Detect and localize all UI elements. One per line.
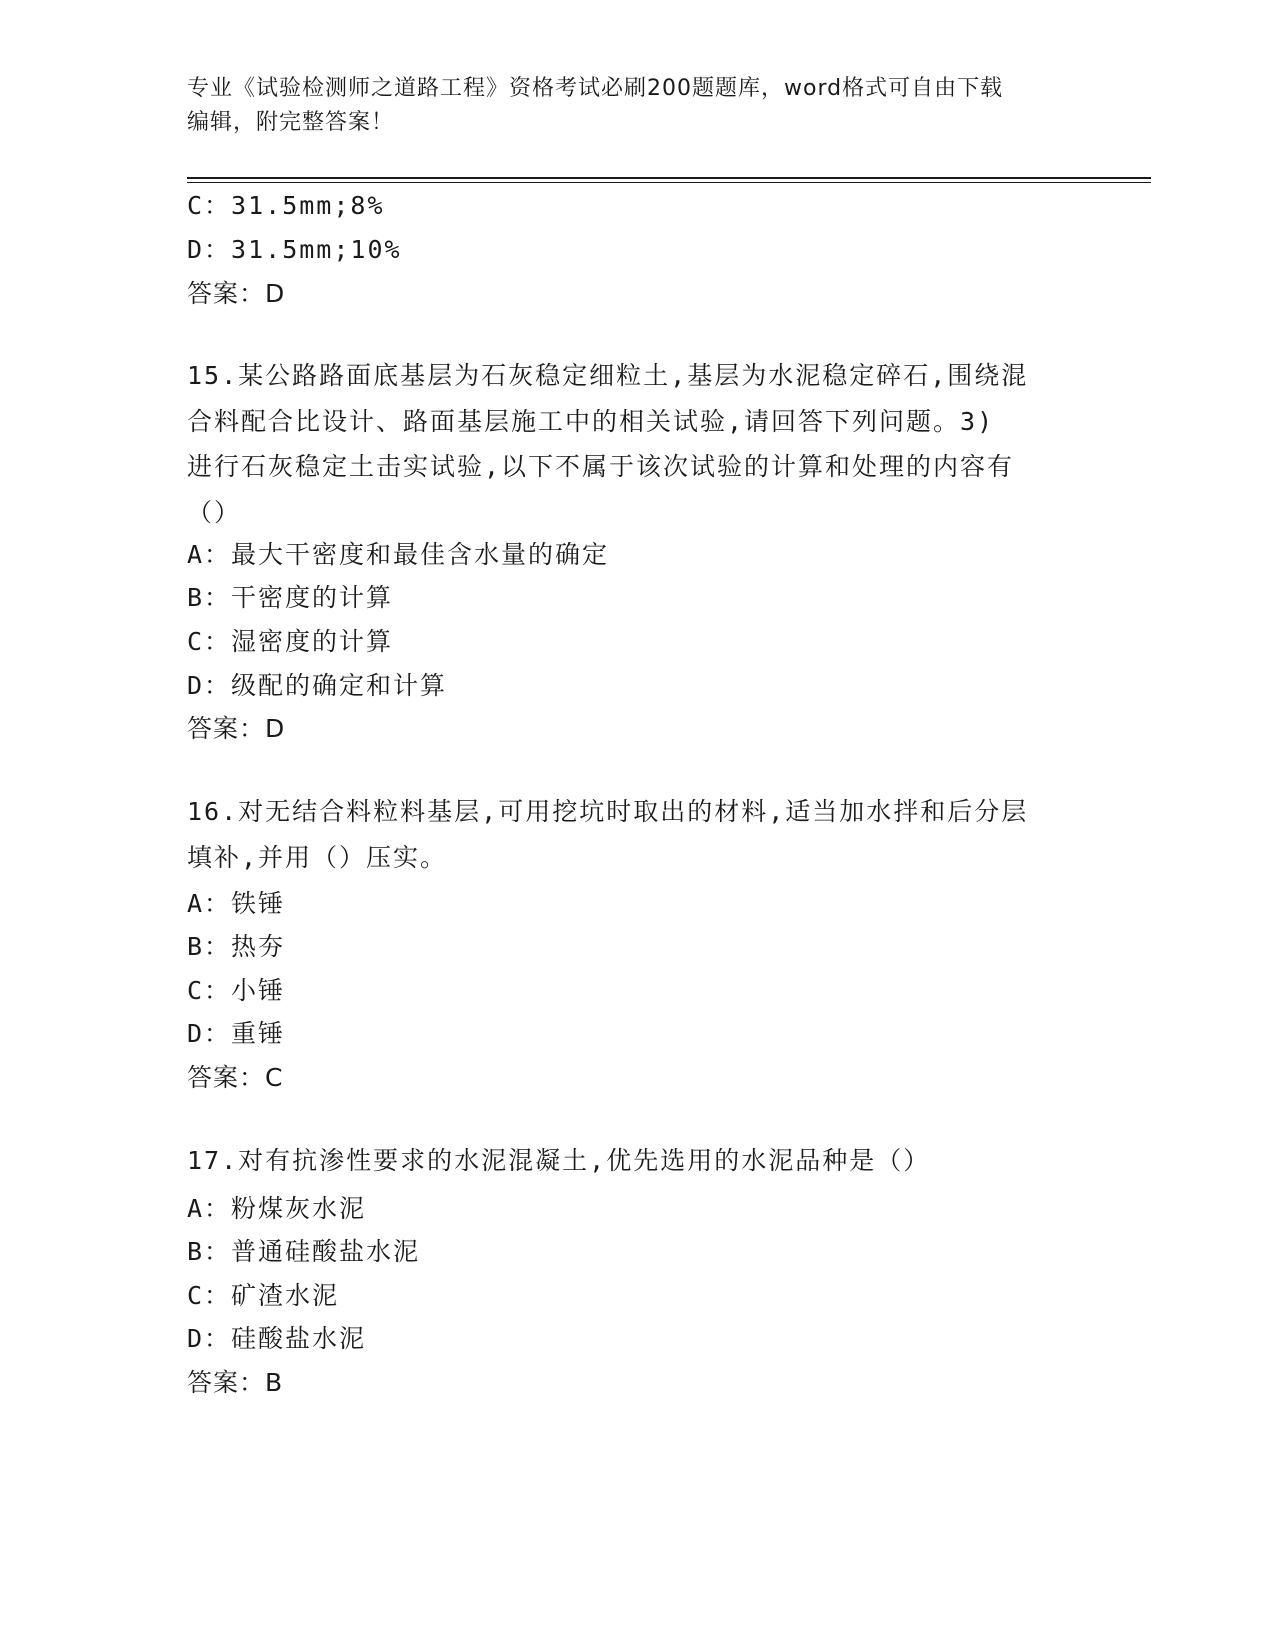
option-d: D：硅酸盐水泥 <box>187 1324 367 1353</box>
answer-line: 答案：B <box>187 1368 284 1397</box>
stem-line: 16.对无结合料粒料基层,可用挖坑时取出的材料,适当加水拌和后分层 <box>187 797 1029 826</box>
header-divider-thin <box>187 182 1151 183</box>
stem-line: 15.某公路路面底基层为石灰稳定细粒土,基层为水泥稳定碎石,围绕混 <box>187 361 1029 390</box>
option-a: A：粉煤灰水泥 <box>187 1194 367 1223</box>
option-c: C：小锤 <box>187 976 286 1005</box>
stem-line: 17.对有抗渗性要求的水泥混凝土,优先选用的水泥品种是（） <box>187 1146 931 1175</box>
option-a: A：铁锤 <box>187 889 286 918</box>
option-d: D：31.5mm;10% <box>187 235 402 264</box>
option-c: C：矿渣水泥 <box>187 1281 340 1310</box>
header-divider-thick <box>187 177 1151 179</box>
question-17-stem <box>187 1138 1087 1184</box>
answer-line: 答案：D <box>187 279 286 308</box>
answer-line: 答案：D <box>187 714 286 743</box>
option-b: B：热夯 <box>187 932 286 961</box>
stem-line: 填补,并用（）压实。 <box>187 842 448 872</box>
stem-line: 合料配合比设计、路面基层施工中的相关试验,请回答下列问题。3) <box>187 406 995 436</box>
option-c: C：湿密度的计算 <box>187 627 394 656</box>
question-16-stem <box>187 789 1087 880</box>
option-d: D：级配的确定和计算 <box>187 671 448 700</box>
question-15-stem <box>187 353 1087 535</box>
answer-line: 答案：C <box>187 1063 284 1092</box>
option-c: C：31.5mm;8% <box>187 191 385 220</box>
header-line-2: 编辑，附完整答案！ <box>187 110 395 135</box>
option-b: B：普通硅酸盐水泥 <box>187 1237 421 1266</box>
stem-line: 进行石灰稳定土击实试验,以下不属于该次试验的计算和处理的内容有 <box>187 452 1015 481</box>
stem-line: （） <box>187 497 242 527</box>
option-a: A：最大干密度和最佳含水量的确定 <box>187 540 610 569</box>
option-d: D：重锤 <box>187 1019 286 1048</box>
document-header <box>187 72 1067 140</box>
option-b: B：干密度的计算 <box>187 583 394 612</box>
header-line-1: 专业《试验检测师之道路工程》资格考试必刷200题题库，word格式可自由下载 <box>187 76 1004 101</box>
